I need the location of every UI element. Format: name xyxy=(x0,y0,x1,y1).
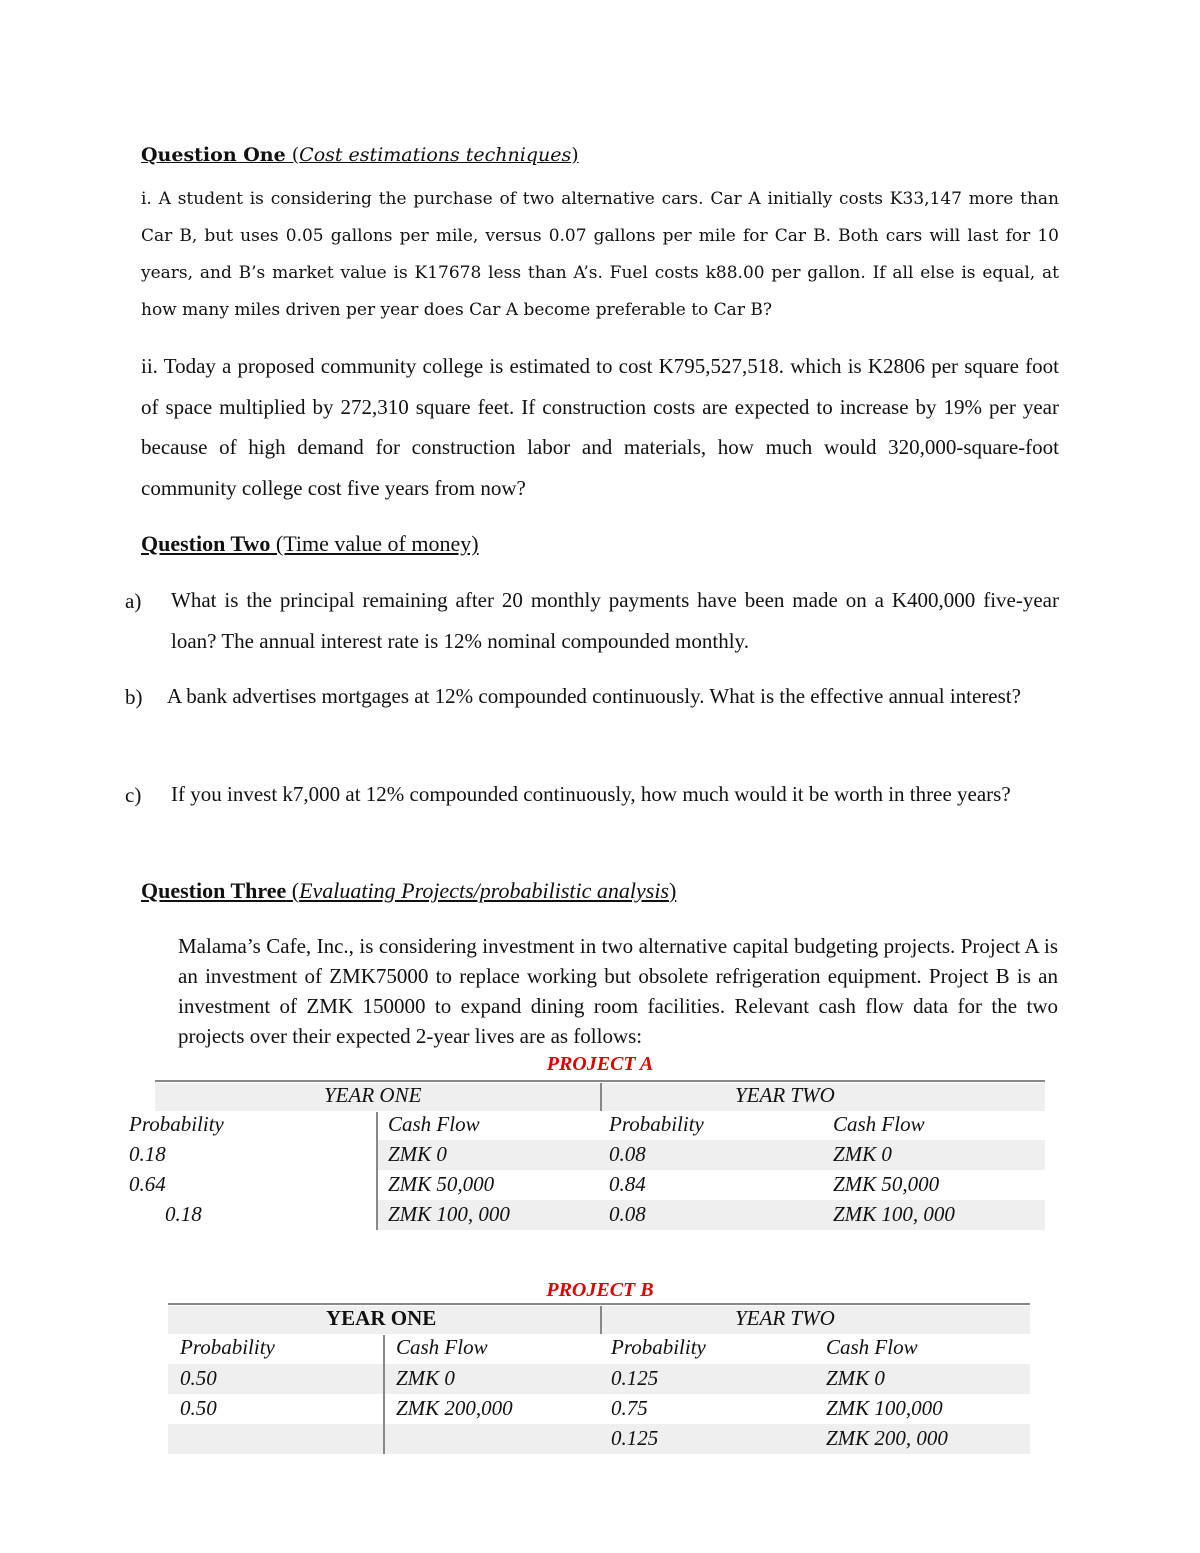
project-b-header-prob-1: Probability xyxy=(180,1335,275,1359)
project-a-r1-cash-2: ZMK 0 xyxy=(833,1142,892,1166)
question-two-heading xyxy=(141,531,479,557)
project-b-r1-prob-2: 0.125 xyxy=(611,1366,659,1390)
project-a-r3-prob-2: 0.08 xyxy=(609,1202,646,1226)
q1-open: ( xyxy=(285,144,300,166)
q2-item-b-label: b) xyxy=(125,685,143,709)
q1-close: ) xyxy=(571,144,579,166)
project-a-header-prob-1: Probability xyxy=(129,1112,224,1136)
q2-item-c-label: c) xyxy=(125,783,142,807)
question-two-title: Question Two xyxy=(141,531,271,556)
project-a-header-prob-2: Probability xyxy=(609,1112,704,1136)
question-three-subtitle: Evaluating Projects/probabilistic analysis xyxy=(299,878,669,903)
question-two-subtitle: (Time value of money) xyxy=(270,531,479,556)
question-three-title: Question Three xyxy=(141,878,287,903)
q3-open: ( xyxy=(286,878,300,903)
q1-part-ii: ii. Today a proposed community college is estimated to cost K795,527,518. which is K2806 per square foot of space multiplied by 272,310 square feet. If construction costs are expected to increase by 19% per year because of high demand for construction labor and materials, how much would 320,000-square-foot community college cost five years from now? xyxy=(141,354,1059,500)
project-a-r3-cash-1: ZMK 100, 000 xyxy=(388,1202,510,1226)
project-a-top-rule xyxy=(155,1080,1045,1082)
project-b-year-divider xyxy=(600,1306,602,1334)
project-a-row-band-1 xyxy=(378,1140,1045,1170)
project-b-r2-prob-1: 0.50 xyxy=(180,1396,217,1420)
q2-item-a-label: a) xyxy=(125,589,142,613)
project-b-year-two: YEAR TWO xyxy=(735,1306,835,1330)
project-b-header-band xyxy=(168,1306,1030,1334)
project-a-year-two: YEAR TWO xyxy=(735,1083,835,1107)
q3-close: ) xyxy=(669,878,677,903)
project-b-row-band-1 xyxy=(168,1364,1030,1394)
q2-item-b-text: A bank advertises mortgages at 12% compounded continuously. What is the effective annual interest? xyxy=(167,684,1021,708)
project-a-r3-cash-2: ZMK 100, 000 xyxy=(833,1202,955,1226)
project-b-header-cash-2: Cash Flow xyxy=(826,1335,918,1359)
project-b-year-one: YEAR ONE xyxy=(326,1306,437,1330)
project-b-header-prob-2: Probability xyxy=(611,1335,706,1359)
project-a-header-cash-2: Cash Flow xyxy=(833,1112,925,1136)
question-one-subtitle: Cost estimations techniques xyxy=(299,144,572,166)
question-three-heading xyxy=(141,878,676,904)
project-a-year-divider xyxy=(600,1083,602,1111)
project-b-top-rule xyxy=(168,1303,1030,1305)
project-b-column-divider xyxy=(383,1335,385,1454)
project-a-r1-cash-1: ZMK 0 xyxy=(388,1142,447,1166)
question-one-heading xyxy=(141,144,579,166)
project-b-r3-prob-2: 0.125 xyxy=(611,1426,659,1450)
project-a-title: PROJECT A xyxy=(546,1053,654,1075)
project-b-r2-cash-1: ZMK 200,000 xyxy=(396,1396,513,1420)
project-b-r2-prob-2: 0.75 xyxy=(611,1396,648,1420)
question-one-title: Question One xyxy=(141,144,286,166)
project-b-r1-cash-1: ZMK 0 xyxy=(396,1366,455,1390)
q2-item-c-text: If you invest k7,000 at 12% compounded continuously, how much would it be worth in three years? xyxy=(171,782,1011,806)
project-b-title: PROJECT B xyxy=(546,1279,654,1301)
project-a-column-divider xyxy=(376,1112,378,1230)
project-a-r2-prob-2: 0.84 xyxy=(609,1172,646,1196)
project-b-r3-cash-2: ZMK 200, 000 xyxy=(826,1426,948,1450)
project-b-r2-cash-2: ZMK 100,000 xyxy=(826,1396,943,1420)
project-a-header-cash-1: Cash Flow xyxy=(388,1112,480,1136)
project-a-r2-cash-1: ZMK 50,000 xyxy=(388,1172,495,1196)
project-a-r2-prob-1: 0.64 xyxy=(129,1172,166,1196)
project-b-r1-prob-1: 0.50 xyxy=(180,1366,217,1390)
project-b-header-cash-1: Cash Flow xyxy=(396,1335,488,1359)
project-a-r2-cash-2: ZMK 50,000 xyxy=(833,1172,940,1196)
q3-intro: Malama’s Cafe, Inc., is considering investment in two alternative capital budgeting projects. Project A is an investment of ZMK75000 to replace working but obsolete refrigeration equipment. Project B is an investment of ZMK 150000 to expand dining room facilities. Relevant cash flow data for the two projects over their expected 2-year lives are as follows: xyxy=(178,934,1058,1048)
project-a-r1-prob-2: 0.08 xyxy=(609,1142,646,1166)
project-a-r3-prob-1: 0.18 xyxy=(165,1202,202,1226)
q1-part-i: i. A student is considering the purchase of two alternative cars. Car A initially costs K33,147 more than Car B, but uses 0.05 gallons per mile, versus 0.07 gallons per mile for Car B. Both cars will last for 10 years, and B’s market value is K17678 less than A’s. Fuel costs k88.00 per gallon. If all else is equal, at how many miles driven per year does Car A become preferable to Car B? xyxy=(141,189,1059,320)
project-a-r1-prob-1: 0.18 xyxy=(129,1142,166,1166)
project-a-year-one: YEAR ONE xyxy=(324,1083,422,1107)
project-b-r1-cash-2: ZMK 0 xyxy=(826,1366,885,1390)
q2-item-a-text: What is the principal remaining after 20 monthly payments have been made on a K400,000 five-year loan? The annual interest rate is 12% nominal compounded monthly. xyxy=(171,588,1059,653)
